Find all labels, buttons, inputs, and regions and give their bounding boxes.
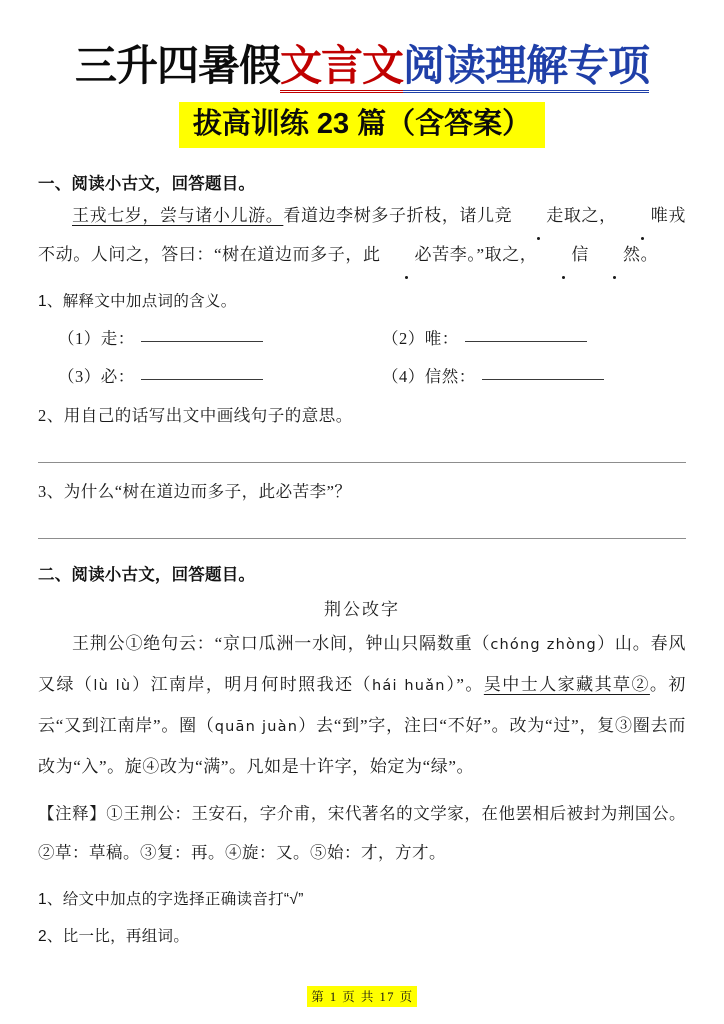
blank-cell-2 <box>362 325 686 349</box>
passage-underlined-sentence: 王戎七岁，尝与诸小儿游。 <box>72 205 284 225</box>
blank-label-4: （4）信然： <box>382 366 476 386</box>
section-1-question-3: 3、为什么“树在道边而多子，此必苦李”？ <box>38 481 352 501</box>
emphasis-dot-xin: 信 <box>537 235 589 274</box>
section-2-article-title: 荆公改字 <box>324 599 400 619</box>
passage2-text-a: 王荆公①绝句云：“京口瓜洲一水间，钟山只隔数重（ <box>72 633 491 653</box>
title-part-red: 文言文 <box>280 42 403 93</box>
section-2-question-1: 1、给文中加点的字选择正确读音打“√” <box>38 890 304 908</box>
pinyin-lu-lu: lù lù <box>93 677 132 694</box>
blank-row-1 <box>38 325 686 349</box>
section-2-notes: 【注释】①王荆公：王安石，字介甫，宋代著名的文学家，在他罢相后被封为荆国公。②草：草稿。③复：再。④旋：又。⑤始：才，方才。 <box>38 803 686 862</box>
passage2-text-f: ）去“到”字，注曰“不好”。改为“过”，复③圈去而改为“入”。旋④改为“满”。凡如是十许字，始定为“绿”。 <box>38 715 686 776</box>
section-1-question-2: 2、用自己的话写出文中画线句子的意思。 <box>38 405 353 425</box>
emphasis-dot-ran: 然 <box>589 235 641 274</box>
section-2-heading: 二、阅读小古文，回答题目。 <box>38 565 256 584</box>
blank-label-2: （2）唯： <box>382 328 459 348</box>
section-1-heading: 一、阅读小古文，回答题目。 <box>38 174 256 193</box>
title-part-blue: 阅读理解专项 <box>403 42 649 93</box>
emphasis-dot-wei: 唯 <box>617 196 669 235</box>
subtitle-highlighted: 拔高训练 23 篇（含答案） <box>179 102 545 148</box>
page-number-label: 第 1 页 共 17 页 <box>307 986 416 1007</box>
blank-input-1[interactable] <box>141 340 263 342</box>
section-1-question-1: 1、解释文中加点词的含义。 <box>38 292 237 310</box>
page-footer <box>0 986 724 1007</box>
section-2-question-2: 2、比一比，再组词。 <box>38 927 190 945</box>
blank-cell-4 <box>362 363 686 387</box>
passage-text-d: 苦李。”取之， <box>432 244 538 264</box>
blank-cell-1 <box>38 325 362 349</box>
blank-label-1: （1）走： <box>58 328 135 348</box>
passage-text-a: 看道边李树多子折枝，诸儿竞 <box>283 205 513 225</box>
pinyin-chong-zhong: chóng zhòng <box>490 636 597 653</box>
emphasis-dot-bi: 必 <box>381 235 433 274</box>
main-title <box>38 44 686 89</box>
blank-cell-3 <box>38 363 362 387</box>
section-1-passage <box>38 196 686 274</box>
answer-rule-1[interactable] <box>38 462 686 463</box>
title-block <box>38 0 686 148</box>
passage2-text-e: 。初云“又到江南岸”。圈（ <box>38 674 686 735</box>
pinyin-hai-huan: hái huǎn <box>371 677 446 694</box>
blank-input-2[interactable] <box>465 340 587 342</box>
passage2-underlined: 吴中士人家藏其草② <box>483 674 650 694</box>
blank-row-2 <box>38 363 686 387</box>
blank-input-3[interactable] <box>141 378 263 380</box>
passage2-text-b: ）山。春风又绿（ <box>38 633 686 694</box>
passage2-text-d: ）”。 <box>445 674 484 694</box>
passage2-text-c: ）江南岸，明月何时照我还（ <box>131 674 372 694</box>
passage-text-b: 取之， <box>563 205 617 225</box>
answer-rule-2[interactable] <box>38 538 686 539</box>
title-part-black: 三升四暑假 <box>74 42 280 89</box>
emphasis-dot-zou: 走 <box>512 196 564 235</box>
blank-input-4[interactable] <box>482 378 604 380</box>
pinyin-quan-juan: quān juàn <box>214 718 299 735</box>
subtitle-wrap <box>38 102 686 148</box>
passage-text-e: 。 <box>640 244 659 264</box>
passage-text-c: 戎不动。人问之，答曰：“树在道边而多子，此 <box>38 205 686 264</box>
section-2-passage <box>38 624 686 786</box>
blank-label-3: （3）必： <box>58 366 135 386</box>
